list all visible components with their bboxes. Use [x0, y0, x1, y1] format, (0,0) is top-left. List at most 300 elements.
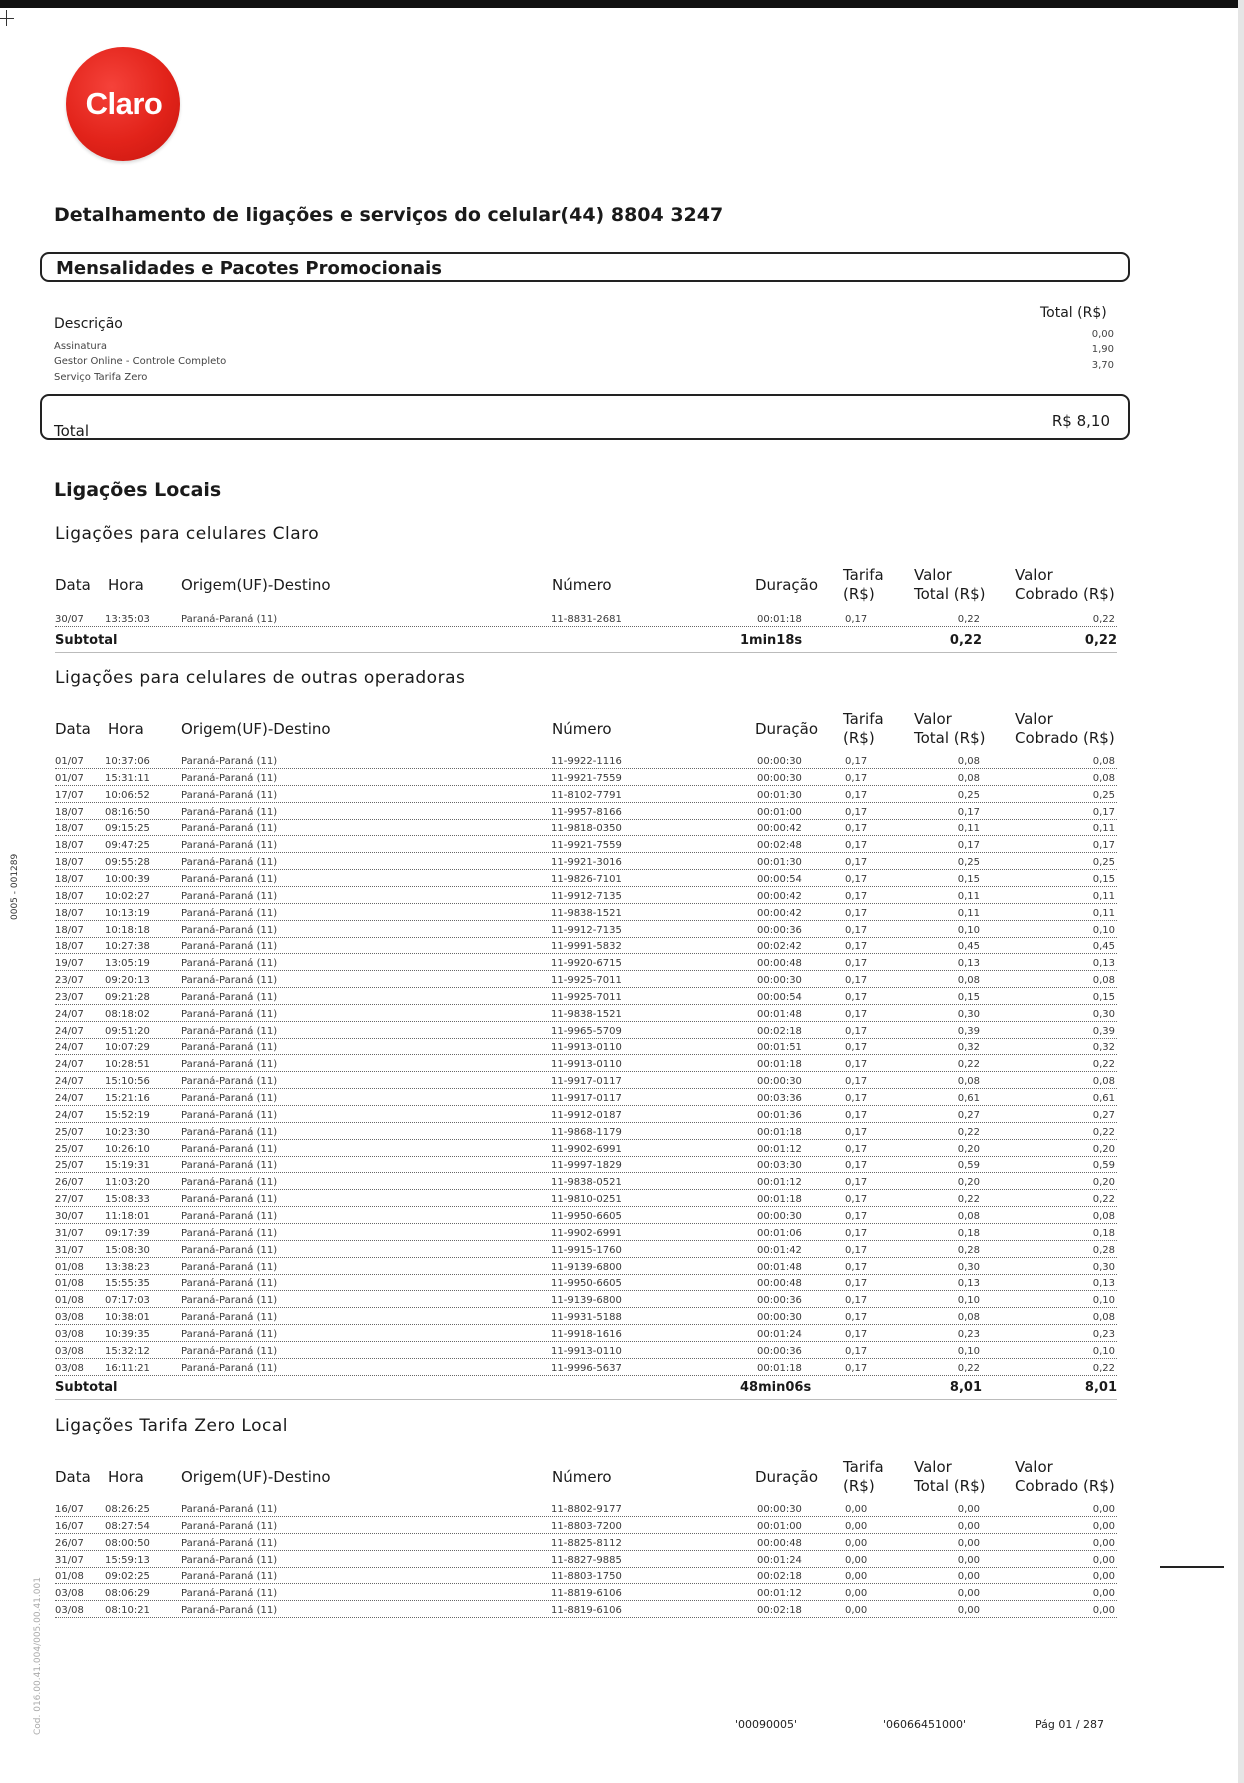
- cell-rate: 0,17: [845, 1076, 868, 1088]
- dot-leader: [55, 1533, 1117, 1534]
- cell-number: 11-9917-0117: [551, 1093, 622, 1104]
- cell-duration: 00:01:12: [757, 1588, 802, 1600]
- cell-duration: 00:02:18: [757, 1571, 802, 1583]
- dot-leader: [55, 1567, 1117, 1568]
- cell-number: 11-8819-6106: [551, 1588, 622, 1600]
- cell-number: 11-8802-9177: [551, 1504, 622, 1515]
- cell-charged-value: 0,22: [1092, 1194, 1115, 1206]
- dot-leader: [55, 886, 1117, 887]
- dot-leader: [55, 970, 1117, 971]
- dot-leader: [55, 802, 1117, 803]
- cell-charged-value: 0,25: [1092, 857, 1115, 869]
- cell-time: 15:31:11: [105, 772, 150, 784]
- cell-total-value: 0,22: [957, 1194, 980, 1206]
- dot-leader: [55, 1600, 1117, 1601]
- column-header-numero: Número: [552, 576, 612, 594]
- cell-charged-value: 0,00: [1092, 1520, 1115, 1532]
- cell-total-value: 0,08: [957, 756, 980, 767]
- cell-rate: 0,17: [845, 1025, 868, 1037]
- cell-time: 08:26:25: [105, 1504, 150, 1515]
- cell-rate: 0,17: [845, 1295, 868, 1307]
- cell-rate: 0,17: [845, 1244, 868, 1256]
- cell-time: 10:02:27: [105, 890, 150, 902]
- cell-origin: Paraná-Paraná (11): [181, 1295, 278, 1307]
- cell-origin: Paraná-Paraná (11): [181, 756, 278, 767]
- cell-charged-value: 0,11: [1092, 890, 1115, 902]
- table-row: [55, 891, 1117, 905]
- cell-date: 27/07: [55, 1194, 84, 1206]
- cell-number: 11-9838-1521: [551, 1008, 622, 1020]
- cell-charged-value: 0,00: [1092, 1588, 1115, 1600]
- cell-charged-value: 0,23: [1092, 1328, 1115, 1340]
- cell-charged-value: 0,17: [1092, 806, 1115, 818]
- cell-origin: Paraná-Paraná (11): [181, 1605, 278, 1617]
- cell-duration: 00:01:18: [757, 1059, 802, 1071]
- column-header-tarifa: Tarifa: [843, 1458, 884, 1476]
- cell-total-value: 0,08: [957, 772, 980, 784]
- subtotal-duration: 1min18s: [740, 633, 803, 648]
- table-row: [55, 1329, 1117, 1343]
- cell-total-value: 0,00: [957, 1554, 980, 1566]
- column-header-origem: Origem(UF)-Destino: [181, 720, 331, 738]
- cell-charged-value: 0,15: [1092, 991, 1115, 1003]
- cell-origin: Paraná-Paraná (11): [181, 1126, 278, 1138]
- cell-number: 11-8803-7200: [551, 1520, 622, 1532]
- cell-number: 11-9902-6991: [551, 1143, 622, 1155]
- cell-date: 26/07: [55, 1537, 84, 1549]
- cell-origin: Paraná-Paraná (11): [181, 890, 278, 902]
- cell-time: 15:21:16: [105, 1093, 150, 1104]
- scan-top-edge: [0, 0, 1244, 8]
- cell-origin: Paraná-Paraná (11): [181, 1042, 278, 1054]
- cell-number: 11-9139-6800: [551, 1261, 622, 1273]
- cell-time: 08:06:29: [105, 1588, 150, 1600]
- cell-charged-value: 0,39: [1092, 1025, 1115, 1037]
- dot-leader: [55, 1240, 1117, 1241]
- cell-number: 11-9826-7101: [551, 873, 622, 885]
- cell-number: 11-9917-0117: [551, 1076, 622, 1088]
- dot-leader: [55, 1088, 1117, 1089]
- dot-leader: [55, 1038, 1117, 1039]
- cell-number: 11-9913-0110: [551, 1345, 622, 1357]
- column-header-tarifa: Tarifa: [843, 710, 884, 728]
- cell-rate: 0,17: [845, 1312, 868, 1324]
- cell-total-value: 0,61: [957, 1093, 980, 1104]
- cell-duration: 00:00:48: [757, 1278, 802, 1290]
- cell-charged-value: 0,32: [1092, 1042, 1115, 1054]
- dot-leader: [55, 1122, 1117, 1123]
- dot-leader: [55, 819, 1117, 820]
- cell-total-value: 0,18: [957, 1227, 980, 1239]
- cell-total-value: 0,30: [957, 1008, 980, 1020]
- column-header-vc: Valor: [1015, 710, 1053, 728]
- cell-duration: 00:02:18: [757, 1605, 802, 1617]
- cell-rate: 0,00: [845, 1504, 868, 1515]
- cell-number: 11-8825-8112: [551, 1537, 622, 1549]
- dot-leader: [55, 987, 1117, 988]
- mensalidade-desc: Serviço Tarifa Zero: [54, 372, 148, 383]
- cell-duration: 00:00:30: [757, 772, 802, 784]
- cell-charged-value: 0,30: [1092, 1261, 1115, 1273]
- cell-duration: 00:02:18: [757, 1025, 802, 1037]
- cell-time: 15:32:12: [105, 1345, 150, 1357]
- cell-time: 10:23:30: [105, 1126, 150, 1138]
- cell-total-value: 0,30: [957, 1261, 980, 1273]
- dot-leader: [55, 1054, 1117, 1055]
- cell-charged-value: 0,22: [1092, 1126, 1115, 1138]
- cell-rate: 0,17: [845, 1227, 868, 1239]
- cell-total-value: 0,08: [957, 1076, 980, 1088]
- cell-date: 24/07: [55, 1093, 84, 1104]
- cell-rate: 0,17: [845, 941, 868, 953]
- cell-duration: 00:00:36: [757, 1345, 802, 1357]
- column-header-vt: Valor: [914, 1458, 952, 1476]
- cell-time: 15:08:30: [105, 1244, 150, 1256]
- dot-leader: [55, 1617, 1117, 1618]
- dot-leader: [55, 1206, 1117, 1207]
- cell-date: 18/07: [55, 890, 84, 902]
- dot-leader: [55, 1071, 1117, 1072]
- cell-date: 18/07: [55, 840, 84, 852]
- cell-number: 11-9915-1760: [551, 1244, 622, 1256]
- cell-total-value: 0,00: [957, 1571, 980, 1583]
- cell-time: 09:51:20: [105, 1025, 150, 1037]
- column-header-vt: Valor: [914, 710, 952, 728]
- cell-charged-value: 0,28: [1092, 1244, 1115, 1256]
- dot-leader: [55, 1341, 1117, 1342]
- table-row: [55, 1026, 1117, 1040]
- cell-rate: 0,17: [845, 840, 868, 852]
- cell-number: 11-9918-1616: [551, 1328, 622, 1340]
- dot-leader: [55, 1189, 1117, 1190]
- table-row: [55, 1144, 1117, 1158]
- cell-duration: 00:01:12: [757, 1143, 802, 1155]
- cell-charged-value: 0,20: [1092, 1143, 1115, 1155]
- table-row: [55, 1521, 1117, 1535]
- cell-charged-value: 0,08: [1092, 1312, 1115, 1324]
- cell-date: 03/08: [55, 1345, 84, 1357]
- cell-date: 31/07: [55, 1244, 84, 1256]
- column-header-vt: Valor: [914, 566, 952, 584]
- cell-duration: 00:00:54: [757, 991, 802, 1003]
- cell-charged-value: 0,15: [1092, 873, 1115, 885]
- table-row: [55, 1295, 1117, 1309]
- cell-rate: 0,00: [845, 1571, 868, 1583]
- table-row: [55, 1555, 1117, 1569]
- cell-number: 11-9996-5637: [551, 1362, 622, 1374]
- cell-total-value: 0,20: [957, 1177, 980, 1189]
- cell-charged-value: 0,00: [1092, 1504, 1115, 1515]
- table-row: [55, 925, 1117, 939]
- table-row: [55, 1177, 1117, 1191]
- cell-number: 11-9838-1521: [551, 907, 622, 919]
- subtotal-row: [55, 1380, 1117, 1396]
- cell-duration: 00:01:51: [757, 1042, 802, 1054]
- cell-charged-value: 0,13: [1092, 958, 1115, 970]
- cell-number: 11-9921-7559: [551, 772, 622, 784]
- mensalidade-desc: Assinatura: [54, 341, 108, 352]
- cell-time: 11:18:01: [105, 1210, 150, 1222]
- dot-leader: [55, 626, 1117, 627]
- cell-rate: 0,17: [845, 1093, 868, 1104]
- cell-origin: Paraná-Paraná (11): [181, 840, 278, 852]
- column-header-duracao: Duração: [755, 720, 819, 738]
- table-row: [55, 1076, 1117, 1090]
- cell-charged-value: 0,08: [1092, 1210, 1115, 1222]
- cell-time: 15:55:35: [105, 1278, 150, 1290]
- cell-duration: 00:00:30: [757, 756, 802, 767]
- mensalidade-total: 0,00: [1091, 329, 1114, 340]
- cell-total-value: 0,11: [957, 907, 980, 919]
- cell-number: 11-9965-5709: [551, 1025, 622, 1037]
- cell-total-value: 0,08: [957, 1312, 980, 1324]
- column-header-origem: Origem(UF)-Destino: [181, 576, 331, 594]
- cell-time: 16:11:21: [105, 1362, 150, 1374]
- cell-number: 11-9921-3016: [551, 857, 622, 869]
- dot-leader: [55, 1583, 1117, 1584]
- dot-leader: [55, 1156, 1117, 1157]
- cell-number: 11-9912-7135: [551, 890, 622, 902]
- cell-date: 03/08: [55, 1312, 84, 1324]
- cell-date: 24/07: [55, 1076, 84, 1088]
- cell-number: 11-8827-9885: [551, 1554, 622, 1566]
- table-row: [55, 1211, 1117, 1225]
- cell-date: 18/07: [55, 857, 84, 869]
- column-header-origem: Origem(UF)-Destino: [181, 1468, 331, 1486]
- cell-origin: Paraná-Paraná (11): [181, 1008, 278, 1020]
- column-header-tarifa: Tarifa: [843, 566, 884, 584]
- dot-leader: [55, 1290, 1117, 1291]
- dot-leader: [55, 768, 1117, 769]
- registration-mark-vertical: [6, 10, 7, 26]
- cell-number: 11-9957-8166: [551, 806, 622, 818]
- column-header-hora: Hora: [108, 576, 144, 594]
- cell-charged-value: 0,10: [1092, 1345, 1115, 1357]
- cell-charged-value: 0,00: [1092, 1605, 1115, 1617]
- cell-duration: 00:03:36: [757, 1093, 802, 1104]
- table-row: [55, 941, 1117, 955]
- cell-time: 10:27:38: [105, 941, 150, 953]
- cell-duration: 00:01:06: [757, 1227, 802, 1239]
- cell-rate: 0,00: [845, 1605, 868, 1617]
- cell-date: 31/07: [55, 1554, 84, 1566]
- cell-charged-value: 0,22: [1092, 1059, 1115, 1071]
- table-row: [55, 1278, 1117, 1292]
- cell-rate: 0,17: [845, 1328, 868, 1340]
- subsection-title: Ligações Tarifa Zero Local: [55, 1416, 288, 1436]
- cell-date: 01/08: [55, 1261, 84, 1273]
- cell-rate: 0,17: [845, 1362, 868, 1374]
- dot-leader: [55, 903, 1117, 904]
- cell-origin: Paraná-Paraná (11): [181, 1093, 278, 1104]
- cell-date: 18/07: [55, 806, 84, 818]
- cell-date: 23/07: [55, 975, 84, 987]
- cell-time: 10:18:18: [105, 924, 150, 936]
- subtotal-total: 0,22: [949, 633, 982, 648]
- cell-rate: 0,00: [845, 1520, 868, 1532]
- cell-number: 11-9913-0110: [551, 1042, 622, 1054]
- cell-time: 09:17:39: [105, 1227, 150, 1239]
- cell-total-value: 0,13: [957, 958, 980, 970]
- cell-total-value: 0,25: [957, 789, 980, 801]
- cell-number: 11-8831-2681: [551, 614, 622, 625]
- cell-rate: 0,17: [845, 1059, 868, 1071]
- footer-page: Pág 01 / 287: [1035, 1718, 1105, 1731]
- dot-leader: [55, 1274, 1117, 1275]
- dot-leader: [55, 1516, 1117, 1517]
- cell-number: 11-9921-7559: [551, 840, 622, 852]
- cell-time: 10:39:35: [105, 1328, 150, 1340]
- section-divider: [55, 1399, 1117, 1400]
- column-header-data: Data: [55, 576, 91, 594]
- cell-rate: 0,00: [845, 1537, 868, 1549]
- column-header-vc: Valor: [1015, 566, 1053, 584]
- cell-time: 10:28:51: [105, 1059, 150, 1071]
- cell-duration: 00:01:18: [757, 1126, 802, 1138]
- cell-total-value: 0,22: [957, 1059, 980, 1071]
- column-header-vc2: Cobrado (R$): [1015, 729, 1115, 747]
- cell-number: 11-9925-7011: [551, 975, 622, 987]
- mensalidades-title: Mensalidades e Pacotes Promocionais: [56, 258, 443, 279]
- cell-origin: Paraná-Paraná (11): [181, 1177, 278, 1189]
- dot-leader: [55, 1172, 1117, 1173]
- cell-date: 18/07: [55, 924, 84, 936]
- cell-duration: 00:02:42: [757, 941, 802, 953]
- cell-charged-value: 0,10: [1092, 1295, 1115, 1307]
- cell-rate: 0,17: [845, 907, 868, 919]
- cell-origin: Paraná-Paraná (11): [181, 941, 278, 953]
- cell-duration: 00:00:30: [757, 1210, 802, 1222]
- cell-rate: 0,17: [845, 1194, 868, 1206]
- cell-rate: 0,17: [845, 1210, 868, 1222]
- cell-total-value: 0,32: [957, 1042, 980, 1054]
- cell-rate: 0,17: [845, 1278, 868, 1290]
- subtotal-charged: 0,22: [1084, 633, 1117, 648]
- table-row: [55, 958, 1117, 972]
- cell-duration: 00:01:18: [757, 614, 802, 625]
- mensalidades-header-bar: [40, 252, 1130, 282]
- cell-total-value: 0,20: [957, 1143, 980, 1155]
- table-row: [55, 1127, 1117, 1141]
- cell-origin: Paraná-Paraná (11): [181, 1194, 278, 1206]
- cell-time: 13:05:19: [105, 958, 150, 970]
- cell-time: 10:26:10: [105, 1143, 150, 1155]
- dot-leader: [55, 1105, 1117, 1106]
- cell-total-value: 0,11: [957, 823, 980, 835]
- cell-rate: 0,17: [845, 991, 868, 1003]
- total-bar: [40, 394, 1130, 440]
- cell-time: 15:10:56: [105, 1076, 150, 1088]
- cell-date: 01/07: [55, 756, 84, 767]
- cell-origin: Paraná-Paraná (11): [181, 1345, 278, 1357]
- mensalidade-total: 1,90: [1091, 344, 1114, 355]
- dot-leader: [55, 869, 1117, 870]
- cell-charged-value: 0,08: [1092, 772, 1115, 784]
- cell-time: 08:00:50: [105, 1537, 150, 1549]
- dot-leader: [55, 1139, 1117, 1140]
- table-row: [55, 1245, 1117, 1259]
- cell-date: 24/07: [55, 1008, 84, 1020]
- cell-charged-value: 0,10: [1092, 924, 1115, 936]
- cell-rate: 0,17: [845, 857, 868, 869]
- cell-number: 11-9991-5832: [551, 941, 622, 953]
- cell-time: 10:37:06: [105, 756, 150, 767]
- cell-time: 09:15:25: [105, 823, 150, 835]
- scan-right-edge: [1238, 0, 1244, 1783]
- cell-duration: 00:01:00: [757, 806, 802, 818]
- table-row: [55, 790, 1117, 804]
- cell-rate: 0,17: [845, 1126, 868, 1138]
- cell-number: 11-8803-1750: [551, 1571, 622, 1583]
- cell-origin: Paraná-Paraná (11): [181, 1328, 278, 1340]
- table-row: [55, 857, 1117, 871]
- column-header-tarifa2: (R$): [843, 585, 875, 603]
- column-header-vc: Valor: [1015, 1458, 1053, 1476]
- claro-logo-text: Claro: [85, 86, 163, 121]
- cell-time: 13:38:23: [105, 1261, 150, 1273]
- dot-leader: [55, 1550, 1117, 1551]
- dot-leader: [55, 1021, 1117, 1022]
- cell-total-value: 0,00: [957, 1504, 980, 1515]
- cell-total-value: 0,00: [957, 1605, 980, 1617]
- cell-total-value: 0,25: [957, 857, 980, 869]
- cell-total-value: 0,15: [957, 873, 980, 885]
- side-code: 0005 - 001289: [10, 853, 20, 920]
- cell-origin: Paraná-Paraná (11): [181, 1504, 278, 1515]
- cell-date: 17/07: [55, 789, 84, 801]
- cell-duration: 00:03:30: [757, 1160, 802, 1172]
- cell-origin: Paraná-Paraná (11): [181, 1554, 278, 1566]
- cell-date: 24/07: [55, 1059, 84, 1071]
- cell-total-value: 0,22: [957, 1126, 980, 1138]
- subsection-title: Ligações para celulares de outras operadoras: [55, 668, 466, 688]
- cell-origin: Paraná-Paraná (11): [181, 1025, 278, 1037]
- cell-rate: 0,17: [845, 806, 868, 818]
- cell-charged-value: 0,20: [1092, 1177, 1115, 1189]
- cell-origin: Paraná-Paraná (11): [181, 806, 278, 818]
- cell-date: 01/08: [55, 1571, 84, 1583]
- footer-code-b: '06066451000': [883, 1718, 967, 1731]
- cell-total-value: 0,17: [957, 840, 980, 852]
- cell-date: 03/08: [55, 1605, 84, 1617]
- table-row: [55, 1312, 1117, 1326]
- cell-number: 11-8819-6106: [551, 1605, 622, 1617]
- cell-total-value: 0,00: [957, 1537, 980, 1549]
- cell-origin: Paraná-Paraná (11): [181, 1076, 278, 1088]
- dot-leader: [55, 920, 1117, 921]
- cell-time: 10:07:29: [105, 1042, 150, 1054]
- cell-rate: 0,17: [845, 756, 868, 767]
- column-header-vc2: Cobrado (R$): [1015, 1477, 1115, 1495]
- cell-duration: 00:00:30: [757, 1312, 802, 1324]
- cell-origin: Paraná-Paraná (11): [181, 1143, 278, 1155]
- table-row: [55, 992, 1117, 1006]
- cell-charged-value: 0,45: [1092, 941, 1115, 953]
- cell-charged-value: 0,13: [1092, 1278, 1115, 1290]
- cell-number: 11-9912-7135: [551, 924, 622, 936]
- cell-duration: 00:00:30: [757, 1076, 802, 1088]
- cell-origin: Paraná-Paraná (11): [181, 1227, 278, 1239]
- cell-total-value: 0,15: [957, 991, 980, 1003]
- side-form-code: Cod. 016.00.41.004/005.00.41.001: [33, 1577, 43, 1735]
- table-row: [55, 614, 1117, 628]
- subtotal-label: Subtotal: [55, 633, 118, 648]
- cell-duration: 00:00:30: [757, 975, 802, 987]
- dot-leader: [55, 852, 1117, 853]
- table-row: [55, 823, 1117, 837]
- cell-date: 01/08: [55, 1295, 84, 1307]
- cell-time: 08:18:02: [105, 1008, 150, 1020]
